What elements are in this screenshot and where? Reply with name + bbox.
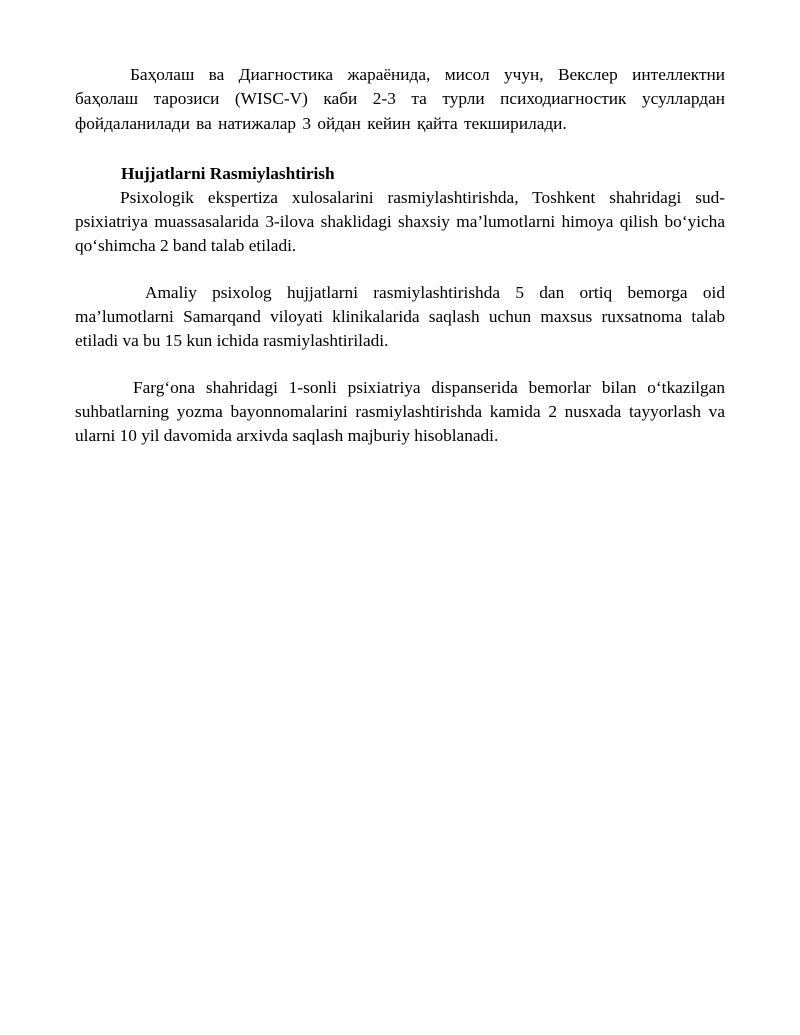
document-body xyxy=(75,63,725,449)
section-heading: Hujjatlarni Rasmiylashtirish xyxy=(121,163,335,183)
paragraph-fergana-dispensary: Farg‘ona shahridagi 1-sonli psixiatriya dispanserida bemorlar bilan o‘tkazilgan suhbatlarning yozma bayonnomalarini rasmiylashtirishda kamida 2 nusxada tayyorlash va ularni 10 yil davomida arxivda saqlash majburiy hisoblanadi. xyxy=(75,377,725,446)
paragraph-practical-psychologist: Amaliy psixolog hujjatlarni rasmiylashtirishda 5 dan ortiq bemorga oid ma’lumotlarni Samarqand viloyati klinikalarida saqlash uchun maxsus ruxsatnoma talab etiladi va bu 15 kun ichida rasmiylashtiriladi. xyxy=(75,282,725,351)
paragraph-expert-conclusions: Psixologik ekspertiza xulosalarini rasmiylashtirishda, Toshkent shahridagi sud-psixiatriya muassasalarida 3-ilova shaklidagi shaxsiy ma’lumotlarni himoya qilish bo‘yicha qo‘shimcha 2 band talab etiladi. xyxy=(75,187,725,256)
paragraph-assessment-diagnostics: Баҳолаш ва Диагностика жараёнида, мисол учун, Векслер интеллектни баҳолаш тарозиси (WISC-V) каби 2-3 та турли психодиагностик усуллардан фойдаланилади ва натижалар 3 ойдан кейин қайта текширилади. xyxy=(75,65,725,133)
